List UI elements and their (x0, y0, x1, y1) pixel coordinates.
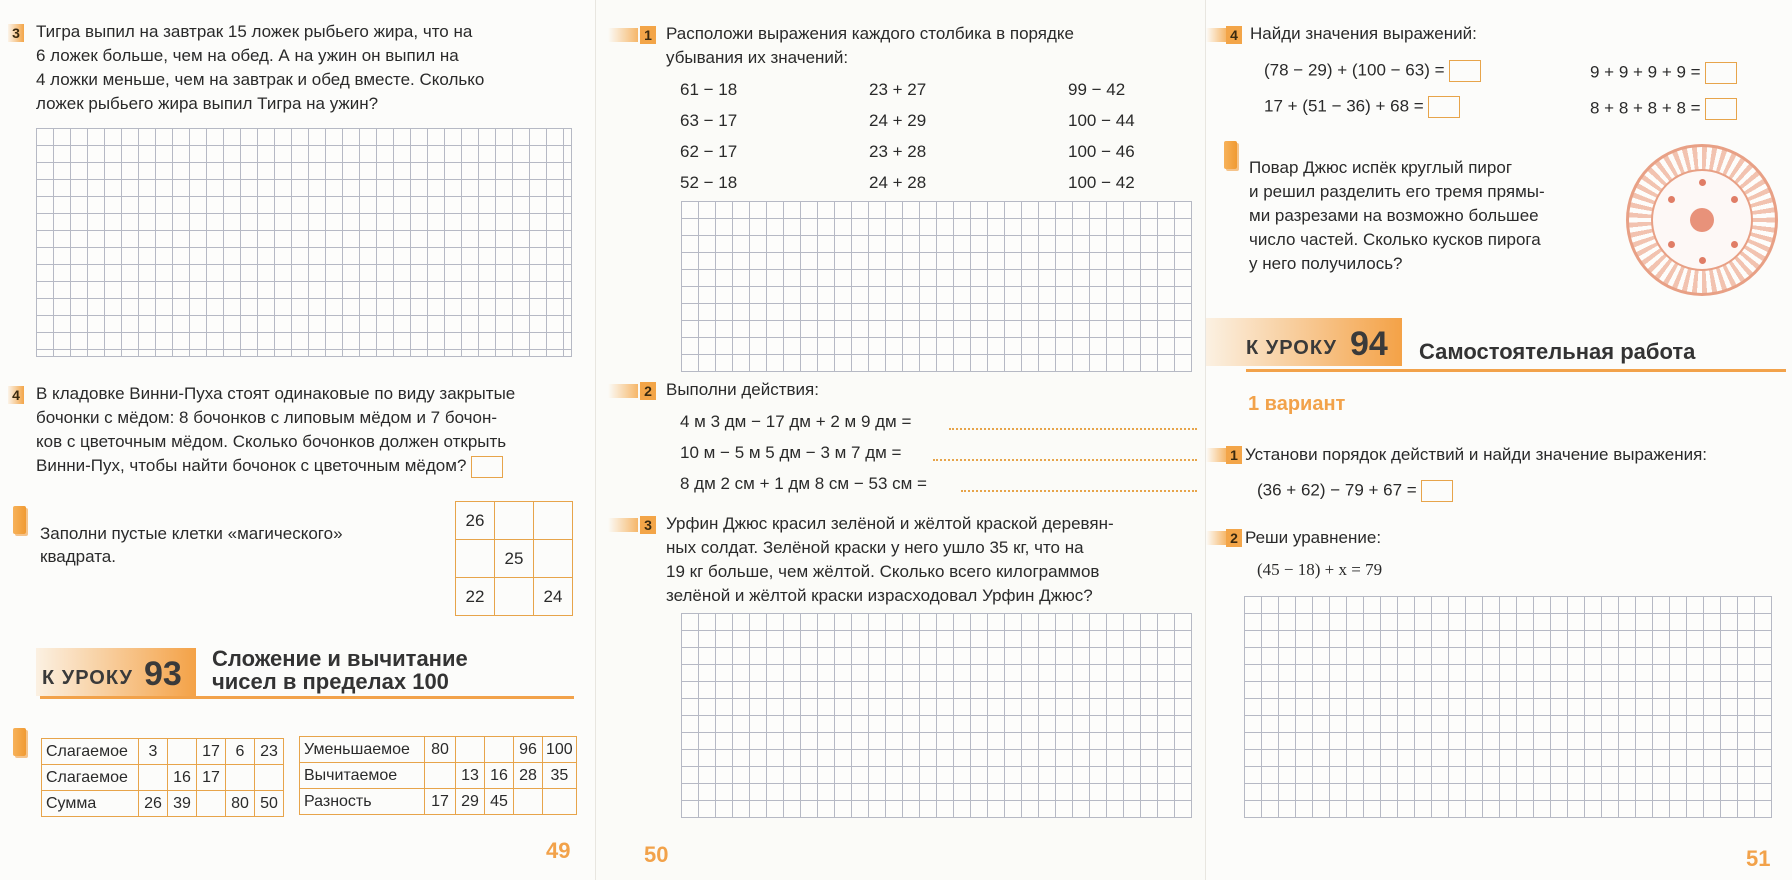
cell: 16 (485, 763, 514, 789)
magic-square (455, 501, 573, 616)
task-bar (608, 384, 638, 398)
berry-decoration (1699, 257, 1706, 264)
task-bar (1206, 531, 1226, 545)
text-line: бочонки с мёдом: 8 бочонков с липовым мёдом и 7 бочон- (36, 408, 498, 427)
lesson-tab-94 (1206, 318, 1402, 366)
cell: 96 (514, 737, 543, 763)
task-3-text (666, 512, 1200, 608)
pie-task-text (1249, 156, 1609, 276)
text-line: Урфин Джюс красил зелёной и жёлтой краской деревян- (666, 514, 1114, 533)
sw1-text: Установи порядок действий и найди значение выражения: (1245, 445, 1708, 464)
cell[interactable] (197, 791, 226, 817)
cell: 80 (425, 737, 456, 763)
expression: 62 − 17 (680, 142, 738, 161)
cell: 26 (139, 791, 168, 817)
task-1-text (666, 22, 1200, 70)
cell: 3 (139, 739, 168, 765)
task-bar (608, 28, 638, 42)
lesson-label: К УРОКУ (42, 667, 133, 689)
cell: 50 (255, 791, 284, 817)
pie-inner (1651, 169, 1753, 271)
text-line: Расположи выражения каждого столбика в порядке (666, 24, 1074, 43)
expression: 17 + (51 − 36) + 68 = (1264, 96, 1424, 116)
text-line: Винни-Пух, чтобы найти бочонок с цветочным мёдом? (36, 456, 467, 475)
cell[interactable] (514, 789, 543, 815)
expression: 23 + 28 (869, 142, 927, 161)
expression: 100 − 44 (1068, 111, 1135, 130)
expression-row (1264, 60, 1481, 82)
magic-cell[interactable] (534, 502, 573, 540)
divider (40, 696, 574, 699)
row-label: Уменьшаемое (300, 737, 425, 763)
berry-decoration (1668, 241, 1675, 248)
expression: 24 + 29 (869, 111, 927, 130)
berry-decoration (1699, 179, 1706, 186)
answer-box[interactable] (1428, 96, 1460, 118)
expression-column-2 (869, 74, 926, 198)
cell: 13 (456, 763, 485, 789)
text-line: В кладовке Винни-Пуха стоят одинаковые по виду закрытые (36, 384, 516, 403)
book-icon (1224, 141, 1237, 169)
cell[interactable] (543, 789, 577, 815)
cell: 16 (168, 765, 197, 791)
task-number-badge: 4 (1226, 26, 1242, 44)
sw2-text: Реши уравнение: (1245, 528, 1382, 547)
expression: 52 − 18 (680, 173, 738, 192)
task-3-text (36, 20, 572, 116)
task-number-badge: 3 (640, 516, 656, 534)
cell: 29 (456, 789, 485, 815)
text-line: 6 ложек больше, чем на обед. А на ужин он выпил на (36, 46, 459, 65)
answer-box[interactable] (1449, 60, 1481, 82)
cell[interactable] (226, 765, 255, 791)
expression: 100 − 42 (1068, 173, 1135, 192)
task-4-text (36, 382, 572, 478)
page-49 (0, 0, 595, 880)
task-4-title: Найди значения выражений: (1250, 24, 1477, 43)
task-number-badge: 3 (8, 24, 24, 42)
text-line: у него получилось? (1249, 254, 1403, 273)
cell: 35 (543, 763, 577, 789)
expression: 61 − 18 (680, 80, 738, 99)
cell: 17 (197, 765, 226, 791)
task-bar (1206, 448, 1226, 462)
expression: 8 + 8 + 8 + 8 = (1590, 98, 1701, 118)
row-label: Слагаемое (42, 739, 139, 765)
lesson-title-line: чисел в пределах 100 (212, 669, 449, 694)
answer-line[interactable] (949, 428, 1197, 430)
magic-cell[interactable] (456, 540, 495, 578)
magic-cell[interactable] (534, 540, 573, 578)
cell: 6 (226, 739, 255, 765)
book-icon (13, 728, 26, 756)
lesson-title: Самостоятельная работа (1419, 339, 1696, 364)
cell: 39 (168, 791, 197, 817)
expression: 99 − 42 (1068, 80, 1126, 99)
text-line: Повар Джюс испёк круглый пирог (1249, 158, 1513, 177)
cell: 23 (255, 739, 284, 765)
cell[interactable] (425, 763, 456, 789)
task-2-title: Выполни действия: (666, 380, 819, 399)
expression-row (1590, 98, 1737, 120)
action-row-3: 8 дм 2 см + 1 дм 8 см − 53 см = (680, 474, 927, 493)
answer-grid[interactable] (681, 613, 1192, 818)
text-line: ложек рыбьего жира выпил Тигра на ужин? (36, 94, 379, 113)
magic-cell: 25 (495, 540, 534, 578)
page-51 (1205, 0, 1792, 880)
expression-column-1 (680, 74, 737, 198)
lesson-number: 93 (144, 655, 182, 693)
text-line: 19 кг больше, чем жёлтой. Сколько всего килограммов (666, 562, 1100, 581)
berry-decoration (1731, 241, 1738, 248)
rose-decoration (1690, 208, 1714, 232)
text-line: число частей. Сколько кусков пирога (1249, 230, 1541, 249)
text-line: ков с цветочным мёдом. Сколько бочонков должен открыть (36, 432, 507, 451)
expression-row (1264, 96, 1460, 118)
berry-decoration (1731, 196, 1738, 203)
answer-box[interactable] (471, 456, 503, 478)
task-number-badge: 2 (640, 382, 656, 400)
lesson-number: 94 (1350, 325, 1388, 363)
task-number-badge: 2 (1226, 529, 1242, 547)
answer-grid[interactable] (1244, 596, 1772, 818)
task-number-badge: 1 (1226, 446, 1242, 464)
sum-table (41, 738, 284, 817)
page-number: 50 (644, 842, 669, 867)
magic-cell[interactable] (495, 502, 534, 540)
berry-decoration (1668, 196, 1675, 203)
answer-line[interactable] (961, 490, 1197, 492)
task-bar (1206, 28, 1226, 42)
task-number-badge: 4 (8, 386, 24, 404)
answer-grid[interactable] (681, 201, 1192, 372)
cell[interactable] (485, 737, 514, 763)
row-label: Вычитаемое (300, 763, 425, 789)
row-label: Разность (300, 789, 425, 815)
action-row-2: 10 м − 5 м 5 дм − 3 м 7 дм = (680, 443, 902, 462)
expression: 9 + 9 + 9 + 9 = (1590, 62, 1701, 82)
text-line: зелёной и жёлтой краски израсходовал Урфин Джюс? (666, 586, 1093, 605)
text-line: ми разрезами на возможно большее (1249, 206, 1539, 225)
lesson-tab-93 (36, 648, 196, 696)
divider (1246, 369, 1786, 372)
lesson-label: К УРОКУ (1246, 337, 1337, 359)
text-line: ных солдат. Зелёной краски у него ушло 35 кг, что на (666, 538, 1084, 557)
cell[interactable] (139, 765, 168, 791)
cell: 17 (425, 789, 456, 815)
answer-box[interactable] (1705, 62, 1737, 84)
text-line: Тигра выпил на завтрак 15 ложек рыбьего жира, что на (36, 22, 473, 41)
expression: 63 − 17 (680, 111, 738, 130)
row-label: Сумма (42, 791, 139, 817)
expression: 24 + 28 (869, 173, 927, 192)
page-number: 51 (1746, 846, 1771, 871)
expression: (78 − 29) + (100 − 63) = (1264, 60, 1445, 80)
text-line: квадрата. (40, 547, 116, 566)
lesson-title (212, 647, 468, 693)
text-line: 4 ложки меньше, чем на завтрак и обед вместе. Сколько (36, 70, 485, 89)
text-line: Заполни пустые клетки «магического» (40, 524, 343, 543)
text-line: и решил разделить его тремя прямы- (1249, 182, 1545, 201)
magic-cell: 24 (534, 578, 573, 616)
magic-cell: 26 (456, 502, 495, 540)
variant-heading: 1 вариант (1248, 393, 1346, 415)
cell[interactable] (255, 765, 284, 791)
answer-line[interactable] (933, 459, 1197, 461)
expression: 23 + 27 (869, 80, 927, 99)
answer-grid[interactable] (36, 128, 572, 357)
cell: 45 (485, 789, 514, 815)
expression-row (1590, 62, 1737, 84)
magic-cell: 22 (456, 578, 495, 616)
answer-box[interactable] (1421, 480, 1453, 502)
task-number-badge: 1 (640, 26, 656, 44)
action-row-1: 4 м 3 дм − 17 дм + 2 м 9 дм = (680, 412, 912, 431)
pie-illustration (1626, 144, 1778, 296)
page-number: 49 (546, 838, 571, 863)
cell: 28 (514, 763, 543, 789)
lesson-title-line: Сложение и вычитание (212, 646, 468, 671)
expression: (36 + 62) − 79 + 67 = (1257, 480, 1417, 500)
task-bar (608, 518, 638, 532)
magic-square-text (40, 522, 343, 568)
cell[interactable] (456, 737, 485, 763)
cell: 80 (226, 791, 255, 817)
cell: 17 (197, 739, 226, 765)
row-label: Слагаемое (42, 765, 139, 791)
text-line: убывания их значений: (666, 48, 849, 67)
magic-cell[interactable] (495, 578, 534, 616)
expression: 100 − 46 (1068, 142, 1135, 161)
page-50 (595, 0, 1205, 880)
cell[interactable] (168, 739, 197, 765)
cell: 100 (543, 737, 577, 763)
expression-column-3 (1068, 74, 1135, 198)
expression-row (1257, 480, 1453, 502)
answer-box[interactable] (1705, 98, 1737, 120)
book-icon (13, 506, 26, 534)
difference-table (299, 736, 577, 815)
equation: (45 − 18) + x = 79 (1257, 560, 1383, 579)
